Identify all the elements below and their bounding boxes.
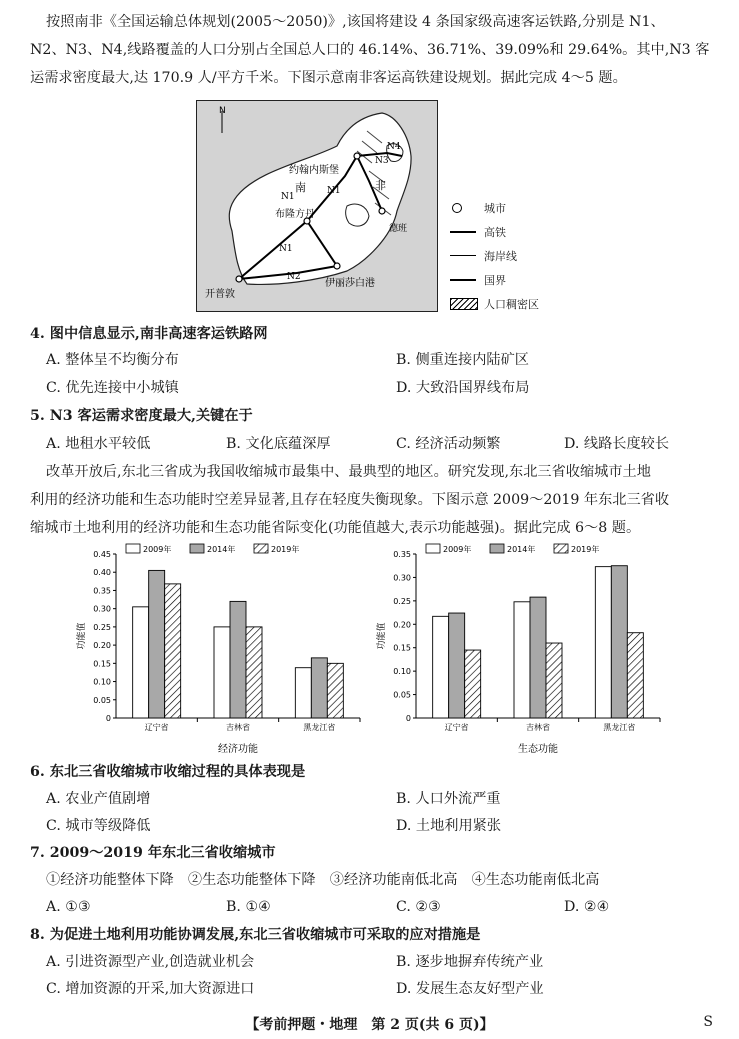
y-tick-label: 0.20 [93, 641, 111, 651]
y-tick-label: 0.45 [93, 550, 111, 559]
dense-area-icon [450, 298, 478, 310]
legend-label: 2019年 [571, 545, 600, 554]
y-axis-label: 功能值 [77, 622, 87, 650]
x-tick-label: 辽宁省 [444, 723, 469, 732]
y-tick-label: 0.05 [93, 695, 111, 705]
y-tick-label: 0.15 [93, 659, 111, 669]
x-tick-label: 吉林省 [226, 723, 250, 732]
label-fei: 非 [375, 179, 386, 192]
page-mark: S [703, 1014, 713, 1030]
x-tick-label: 黑龙江省 [303, 723, 336, 732]
q8-option-d: D. 发展生态友好型产业 [396, 981, 544, 997]
y-tick-label: 0.20 [393, 620, 411, 630]
map-svg [197, 101, 437, 311]
bar [611, 566, 627, 718]
x-tick-label: 辽宁省 [144, 723, 169, 732]
q5-option-b: B. 文化底蕴深厚 [226, 436, 331, 452]
q6-option-b: B. 人口外流严重 [396, 791, 501, 807]
bar [465, 650, 481, 718]
legend-label: 2009年 [443, 545, 472, 554]
y-tick-label: 0 [405, 714, 411, 723]
rail-icon [450, 231, 476, 233]
legend-dense: 人口稠密区 [450, 296, 560, 316]
north-label: N [219, 106, 226, 116]
q8-option-b: B. 逐步地摒弃传统产业 [396, 954, 544, 970]
label-n1a: N1 [327, 186, 341, 196]
bar [133, 607, 149, 718]
bar [165, 584, 181, 718]
q7-items: ①经济功能整体下降 ②生态功能整体下降 ③经济功能南低北高 ④生态功能南低北高 [46, 872, 600, 888]
y-tick-label: 0.40 [93, 568, 111, 578]
legend-swatch [426, 544, 440, 553]
intro1-line2: N2、N3、N4,线路覆盖的人口分别占全国总人口的 46.14%、36.71%、39.09%和 29.64%。其中,N3 客 [30, 42, 710, 58]
bar [230, 601, 246, 718]
legend-label: 2014年 [207, 545, 236, 554]
y-tick-label: 0.30 [393, 573, 411, 583]
q8-option-c: C. 增加资源的开采,加大资源进口 [46, 981, 255, 997]
bar [514, 602, 530, 718]
legend-label: 2014年 [507, 545, 536, 554]
bar [449, 613, 465, 718]
label-bloemfontein: 布隆方丹 [275, 209, 315, 220]
q8-option-a: A. 引进资源型产业,创造就业机会 [46, 954, 255, 970]
label-durban: 德班 [389, 224, 408, 234]
label-johannesburg: 约翰内斯堡 [289, 165, 339, 176]
intro1-line3: 运需求密度最大,达 170.9 人/平方千米。下图示意南非客运高铁建设规划。据此完成 4～5 题。 [30, 70, 627, 86]
y-tick-label: 0.35 [393, 550, 411, 559]
y-tick-label: 0.10 [93, 677, 111, 687]
label-n4: N4 [387, 142, 401, 152]
ecological-chart-svg [370, 542, 670, 760]
q5-stem: 5. N3 客运需求密度最大,关键在于 [30, 408, 253, 424]
economic-chart-svg [70, 542, 370, 760]
q5-option-d: D. 线路长度较长 [564, 436, 670, 452]
q4-option-a: A. 整体呈不均衡分布 [46, 352, 179, 368]
q7-option-b: B. ①④ [226, 899, 271, 915]
y-axis-label: 功能值 [377, 622, 387, 650]
chart-title: 经济功能 [218, 744, 258, 755]
q8-stem: 8. 为促进土地利用功能协调发展,东北三省收缩城市可采取的应对措施是 [30, 927, 481, 943]
legend-border: 国界 [450, 272, 540, 292]
legend-rail: 高铁 [450, 224, 540, 244]
south-africa-rail-map [196, 100, 438, 312]
bar [546, 643, 562, 718]
legend-swatch [554, 544, 568, 553]
q7-option-c: C. ②③ [396, 899, 441, 915]
label-n2: N2 [287, 272, 301, 282]
coastline-icon [450, 255, 476, 256]
y-tick-label: 0.25 [93, 622, 111, 632]
intro2-line1: 改革开放后,东北三省成为我国收缩城市最集中、最典型的地区。研究发现,东北三省收缩城市土地 [46, 464, 651, 480]
y-tick-label: 0.05 [393, 690, 411, 700]
q4-option-b: B. 侧重连接内陆矿区 [396, 352, 529, 368]
ecological-function-chart [370, 542, 670, 760]
label-n1b: N1 [281, 192, 295, 202]
economic-function-chart [70, 542, 370, 760]
q5-option-a: A. 地租水平较低 [46, 436, 151, 452]
q7-option-a: A. ①③ [46, 899, 91, 915]
label-port-elizabeth: 伊丽莎白港 [325, 278, 375, 289]
intro2-line2: 利用的经济功能和生态功能时空差异显著,且存在轻度失衡现象。下图示意 2009～2019 年东北三省收 [30, 492, 670, 508]
border-icon [450, 279, 476, 281]
y-tick-label: 0.15 [393, 643, 411, 653]
label-n3: N3 [375, 156, 389, 166]
bar [327, 663, 343, 718]
bar [530, 597, 546, 718]
bar [595, 567, 611, 718]
city-icon [452, 203, 462, 213]
legend-label: 2009年 [143, 545, 172, 554]
bar [433, 616, 449, 718]
q6-option-d: D. 土地利用紧张 [396, 818, 502, 834]
label-n1c: N1 [279, 244, 293, 254]
legend-swatch [490, 544, 504, 553]
legend-label: 2019年 [271, 545, 300, 554]
y-tick-label: 0.30 [93, 604, 111, 614]
q7-option-d: D. ②④ [564, 899, 610, 915]
legend-city: 城市 [450, 200, 540, 220]
bar [214, 627, 230, 718]
y-tick-label: 0.25 [393, 596, 411, 606]
page-footer: 【考前押题・地理 第 2 页(共 6 页)】 [245, 1017, 494, 1033]
bar [311, 658, 327, 718]
legend-coastline: 海岸线 [450, 248, 540, 268]
chart-title: 生态功能 [518, 744, 558, 755]
label-capetown: 开普敦 [205, 289, 235, 300]
y-tick-label: 0.10 [393, 667, 411, 677]
q4-stem: 4. 图中信息显示,南非高速客运铁路网 [30, 326, 268, 342]
q7-stem: 7. 2009～2019 年东北三省收缩城市 [30, 845, 276, 861]
legend-swatch [190, 544, 204, 553]
legend-swatch [254, 544, 268, 553]
q4-option-d: D. 大致沿国界线布局 [396, 380, 530, 396]
label-country: 南 [295, 181, 306, 194]
bar [627, 633, 643, 718]
q4-option-c: C. 优先连接中小城镇 [46, 380, 179, 396]
bar [246, 627, 262, 718]
y-tick-label: 0 [105, 714, 111, 723]
intro1-line1: 按照南非《全国运输总体规划(2005～2050)》,该国将建设 4 条国家级高速客运铁路,分别是 N1、 [46, 14, 665, 30]
x-tick-label: 吉林省 [526, 723, 550, 732]
x-tick-label: 黑龙江省 [603, 723, 636, 732]
q6-option-c: C. 城市等级降低 [46, 818, 151, 834]
q6-stem: 6. 东北三省收缩城市收缩过程的具体表现是 [30, 764, 306, 780]
q5-option-c: C. 经济活动频繁 [396, 436, 501, 452]
bar [149, 570, 165, 718]
intro2-line3: 缩城市土地利用的经济功能和生态功能省际变化(功能值越大,表示功能越强)。据此完成 6～8 题。 [30, 520, 641, 536]
legend-swatch [126, 544, 140, 553]
q6-option-a: A. 农业产值剧增 [46, 791, 151, 807]
bar [295, 668, 311, 718]
y-tick-label: 0.35 [93, 586, 111, 596]
